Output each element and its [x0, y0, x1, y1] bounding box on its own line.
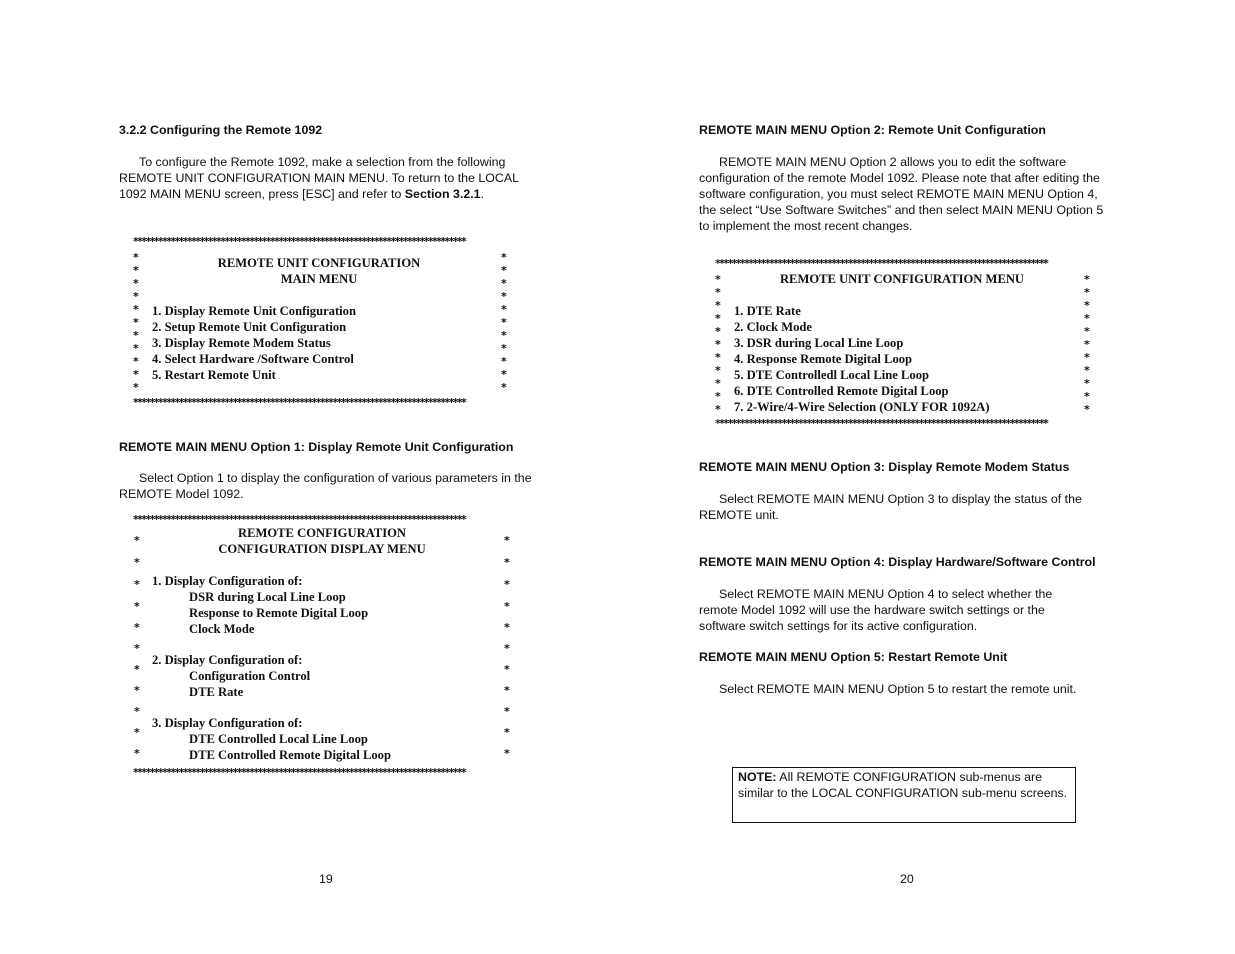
menu2-group-2 — [152, 652, 492, 700]
menu1-item-list — [152, 303, 356, 383]
menu-item: 5. DTE Controlledl Local Line Loop — [734, 368, 929, 382]
group-sub-item: Clock Mode — [189, 622, 255, 636]
right-page — [699, 0, 1119, 954]
asterisk-border-bottom: ******************************************************************************** — [715, 419, 1048, 429]
group-sub-item: DSR during Local Line Loop — [189, 590, 346, 604]
menu1-title-line2: MAIN MENU — [280, 272, 358, 286]
menu-item: 5. Restart Remote Unit — [152, 368, 276, 382]
intro-paragraph: To configure the Remote 1092, make a selection from the following REMOTE UNIT CONFIGURATION MAIN MENU. To return to the LOCAL 1092 MAIN MENU screen, press [ESC] and refer to Section 3.2.1. — [119, 155, 519, 201]
menu-item: 3. Display Remote Modem Status — [152, 336, 331, 350]
menu3-title: REMOTE UNIT CONFIGURATION MENU — [779, 272, 1025, 286]
option4-heading: REMOTE MAIN MENU Option 4: Display Hardware/Software Control — [699, 555, 1096, 569]
asterisk-border-bottom: ******************************************************************************** — [133, 398, 466, 408]
group-sub-item: Configuration Control — [189, 669, 311, 683]
remote-config-display-menu-box: ******************************************************************************** * * * * * * * * * * * * * * * * * * * * * * REMOTE CONFIGURATION CONFIGURATION DISPLAY MENU 1. Display Configuration of: DSR during Local Line Loop Response to Remote Digital Loop Clock Mode 2. Display Configuration of: Configuration Control DTE Rate 3. Display Configuration of: DTE Controlled Local Line Loop DTE Controlled Remote Digital Loop ******************************************************************************** — [133, 515, 517, 783]
menu-item: 4. Select Hardware /Software Control — [152, 352, 354, 366]
menu-item: 6. DTE Controlled Remote Digital Loop — [734, 384, 949, 398]
group-label: 2. Display Configuration of: — [152, 653, 303, 667]
asterisk-border-top: ******************************************************************************** — [715, 259, 1048, 269]
asterisk-border-top: ******************************************************************************** — [133, 515, 466, 525]
menu-item: 1. Display Remote Unit Configuration — [152, 304, 356, 318]
remote-unit-config-menu-box: ******************************************************************************** * * * * * * * * * * * * * * * * * * * * * * REMOTE UNIT CONFIGURATION MENU 1. DTE Rate 2. Clock Mode 3. DSR during Local Line Loop 4. Response Remote Digital Loop 5. DTE Controlledl Local Line Loop 6. DTE Controlled Remote Digital Loop 7. 2-Wire/4-Wire Selection (ONLY FOR 1092A) ******************************************************************************** — [715, 259, 1099, 431]
group-sub-item: DTE Rate — [189, 685, 244, 699]
menu-item: 1. DTE Rate — [734, 304, 801, 318]
asterisk-border-bottom: ******************************************************************************** — [133, 768, 466, 778]
menu-item: 2. Setup Remote Unit Configuration — [152, 320, 347, 334]
section-heading: 3.2.2 Configuring the Remote 1092 — [119, 123, 323, 137]
menu2-group-3 — [152, 715, 492, 763]
menu2-title-line2: CONFIGURATION DISPLAY MENU — [218, 542, 426, 556]
left-page — [119, 0, 539, 954]
menu2-title-line1: REMOTE CONFIGURATION — [237, 526, 407, 540]
menu1-title-line1: REMOTE UNIT CONFIGURATION — [217, 256, 421, 270]
group-sub-item: DTE Controlled Remote Digital Loop — [189, 748, 391, 762]
menu-item: 3. DSR during Local Line Loop — [734, 336, 904, 350]
group-label: 1. Display Configuration of: — [152, 574, 303, 588]
menu-item: 7. 2-Wire/4-Wire Selection (ONLY FOR 1092A) — [734, 400, 990, 414]
option2-heading: REMOTE MAIN MENU Option 2: Remote Unit Configuration — [699, 123, 1046, 137]
option1-heading: REMOTE MAIN MENU Option 1: Display Remote Unit Configuration — [119, 440, 514, 454]
option3-heading: REMOTE MAIN MENU Option 3: Display Remote Modem Status — [699, 460, 1070, 474]
section-reference: Section 3.2.1 — [404, 187, 481, 201]
remote-main-menu-box: ******************************************************************************** * * * * * * * * * * * * * * * * * * * * * * REMOTE UNIT CONFIGURATION MAIN MENU 1. Display Remote Unit Configuration 2. Setup Remote Unit Configuration 3. Display Remote Modem Status 4. Select Hardware /Software Control 5. Restart Remote Unit ******************************************************************************** — [133, 237, 513, 409]
option4-paragraph: Select REMOTE MAIN MENU Option 4 to select whether the remote Model 1092 will use the hardware switch settings or the software switch settings for its active configuration. — [699, 587, 1053, 633]
option5-paragraph: Select REMOTE MAIN MENU Option 5 to restart the remote unit. — [719, 682, 1077, 696]
menu2-group-1 — [152, 573, 492, 637]
group-sub-item: Response to Remote Digital Loop — [189, 606, 369, 620]
menu-item: 2. Clock Mode — [734, 320, 813, 334]
option2-paragraph: REMOTE MAIN MENU Option 2 allows you to edit the software configuration of the remote Model 1092. Please note that after editing the software configuration, you must select REMOTE MAIN MENU Option 4, the select “Use Software Switches” and then select MAIN MENU Option 5 to implement the most recent changes. — [699, 155, 1104, 233]
option3-paragraph: Select REMOTE MAIN MENU Option 3 to display the status of the REMOTE unit. — [699, 492, 1082, 522]
option5-heading: REMOTE MAIN MENU Option 5: Restart Remote Unit — [699, 650, 1008, 664]
option1-paragraph: Select Option 1 to display the configuration of various parameters in the REMOTE Model 1092. — [119, 471, 532, 501]
menu3-item-list — [734, 303, 990, 415]
note-label: NOTE: — [738, 770, 777, 784]
menu-item: 4. Response Remote Digital Loop — [734, 352, 913, 366]
asterisk-border-top: ******************************************************************************** — [133, 237, 466, 247]
group-sub-item: DTE Controlled Local Line Loop — [189, 732, 368, 746]
page-number: 20 — [900, 872, 914, 886]
page-number: 19 — [319, 872, 333, 886]
note-text: All REMOTE CONFIGURATION sub-menus are similar to the LOCAL CONFIGURATION sub-menu screens. — [738, 770, 1068, 800]
note-box — [732, 767, 1076, 823]
group-label: 3. Display Configuration of: — [152, 716, 303, 730]
